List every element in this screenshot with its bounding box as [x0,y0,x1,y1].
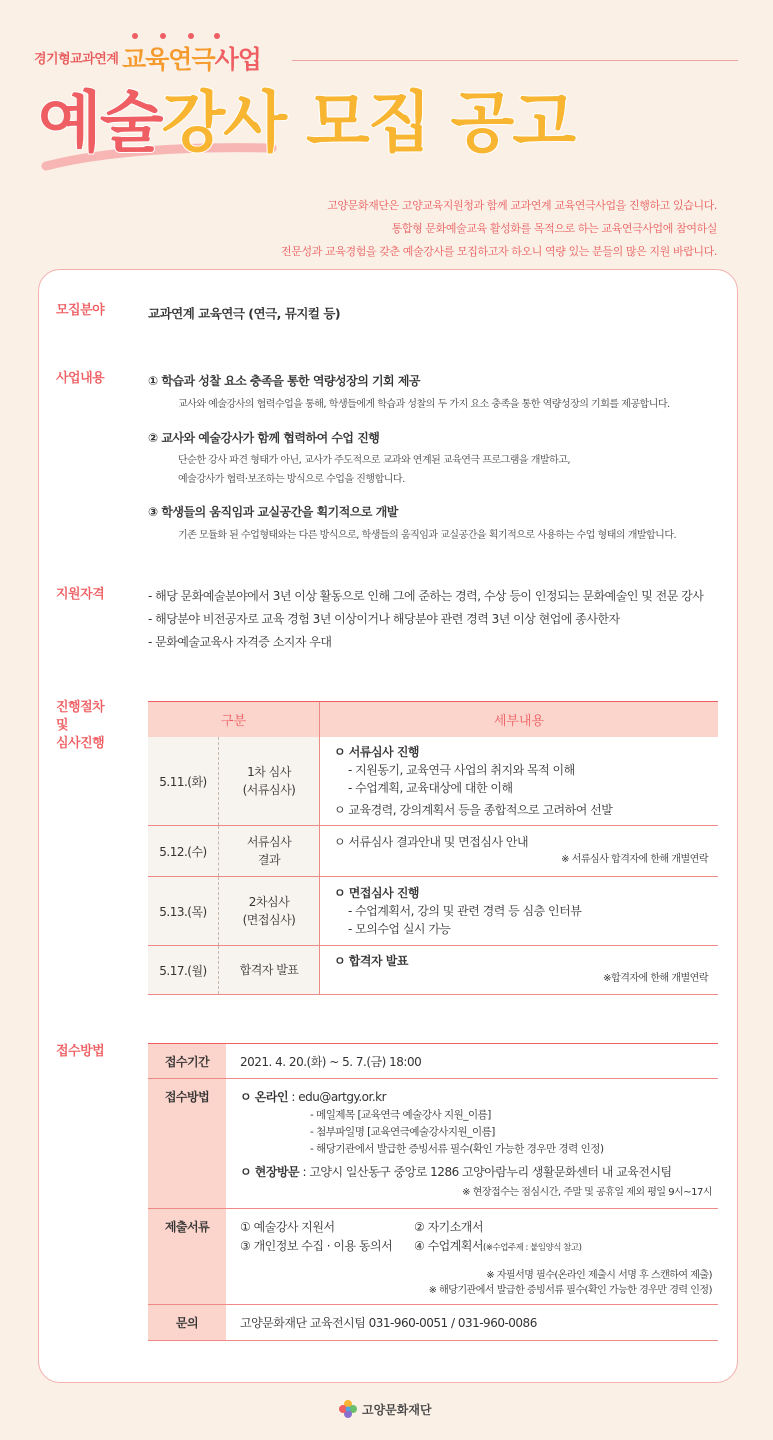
table-row [148,1305,718,1341]
process-detail-line: ㅇ 서류심사 결과안내 및 면접심사 안내 [334,835,529,849]
business-item-desc: 예술강사가 협력·보조하는 방식으로 수업을 진행합니다. [178,474,405,485]
recruit-field-value: 교과연계 교육연극 (연극, 뮤지컬 등) [148,306,341,321]
section-label-business: 사업내용 [56,371,105,386]
apply-online [240,1088,712,1107]
process-stage-line: 1차 심사 [247,765,291,779]
document-item: ② 자기소개서 [414,1220,484,1234]
business-item-title: ③ 학생들의 움직임과 교실공간을 획기적으로 개발 [148,505,398,519]
process-label-line: 심사진행 [56,736,105,751]
process-label-line: 및 [56,718,69,733]
section-label-qualification: 지원자격 [56,587,105,602]
apply-visit [240,1163,712,1182]
process-stage-line: 2차심사 [248,895,290,909]
intro-line: 전문성과 교육경험을 갖춘 예술강사를 모집하고자 하오니 역량 있는 분들의 많은 지원 바랍니다. [281,245,717,258]
process-date: 5.13.(목) [148,877,219,946]
document-item-note: (※수업주제 : 붙임양식 참고) [483,1243,582,1253]
apply-online-sub: - 첨부파일명 [교육연극예술강사지원_이름] [310,1126,495,1138]
process-stage-line: 서류심사 [246,835,292,849]
page-title [38,84,575,161]
section-label-recruit-field: 모집분야 [56,303,105,318]
apply-online-label: ㅇ 온라인 [240,1090,289,1104]
document-item: ④ 수업계획서 [414,1239,484,1253]
apply-documents-row [240,1237,712,1258]
table-row [148,737,718,826]
qualification-item: - 문화예술교육사 자격증 소지자 우대 [148,635,332,649]
title-part2: 강사 [161,84,286,161]
header-subtitle-highlight: 교육연극 [122,45,215,74]
business-item-title: ② 교사와 예술강사가 함께 협력하여 수업 진행 [148,431,380,445]
process-date: 5.17.(월) [148,946,219,995]
process-stage-line: (면접심사) [242,913,296,927]
header-small-label: 경기형교과연계 [34,52,119,67]
process-detail-line: - 지원동기, 교육연극 사업의 취지와 목적 이해 [348,763,575,777]
table-row [148,1044,718,1079]
documents-note: ※ 해당기관에서 발급한 증빙서류 필수(확인 가능한 경우만 경력 인정) [428,1285,712,1296]
process-details [320,737,719,826]
process-header-details: 세부내용 [320,702,719,738]
process-note: ※ 서류심사 합격자에 한해 개별연락 [561,854,708,865]
table-row [148,826,718,877]
apply-documents-value [226,1209,718,1305]
process-detail-line: ㅇ 합격자 발표 [334,954,408,968]
apply-period-value: 2021. 4. 20.(화) ~ 5. 7.(금) 18:00 [226,1044,718,1079]
apply-visit-address: : 고양시 일산동구 중앙로 1286 고양아람누리 생활문화센터 내 교육전시팀 [299,1165,672,1179]
process-details [320,877,719,946]
process-detail-line: ㅇ 면접심사 진행 [334,886,420,900]
process-stage-line: 합격자 발표 [239,963,299,977]
header-subtitle-rest: 사업 [214,45,261,74]
apply-contact-value: 고양문화재단 교육전시팀 031-960-0051 / 031-960-0086 [226,1305,718,1341]
process-table-wrap [148,701,718,995]
apply-table-wrap [148,1043,718,1341]
apply-online-sub: - 메일제목 [교육연극 예술강사 지원_이름] [310,1109,491,1121]
business-item-desc: 기존 모듈화 된 수업형태와는 다른 방식으로, 학생들의 움직임과 교실공간을 획기적으로 사용하는 수업 형태의 개발합니다. [178,530,677,541]
process-table [148,701,718,995]
intro-line: 고양문화재단은 고양교육지원청과 함께 교과연계 교육연극사업을 진행하고 있습니다. [327,199,717,212]
process-detail-line: - 수업계획서, 강의 및 관련 경력 등 심층 인터뷰 [348,904,582,918]
apply-online-email: : edu@artgy.or.kr [288,1090,387,1104]
apply-visit-label: ㅇ 현장방문 [240,1165,300,1179]
document-item: ① 예술강사 지원서 [240,1220,335,1234]
apply-documents-row [240,1218,712,1237]
document-item: ③ 개인정보 수집 · 이용 동의서 [240,1239,393,1253]
business-item-desc: 교사와 예술강사의 협력수업을 통해, 학생들에게 학습과 성찰의 두 가지 요소 충족을 통한 역량성장의 기회를 제공합니다. [178,399,670,410]
footer-org-name: 고양문화재단 [362,1403,432,1417]
process-detail-line: ㅇ 교육경력, 강의계획서 등을 종합적으로 고려하여 선발 [334,803,613,817]
title-part3: 모집 공고 [306,84,575,161]
process-date: 5.12.(수) [148,826,219,877]
intro-line: 통합형 문화예술교육 활성화를 목적으로 하는 교육연극사업에 참여하실 [391,222,717,235]
process-stage [219,737,320,826]
qualification-item: - 해당 문화예술분야에서 3년 이상 활동으로 인해 그에 준하는 경력, 수상 등이 인정되는 문화예술인 및 전문 강사 [148,589,704,603]
business-item-title: ① 학습과 성찰 요소 충족을 통한 역량성장의 기회 제공 [148,374,421,388]
documents-note: ※ 자필서명 필수(온라인 제출시 서명 후 스캔하여 제출) [486,1270,712,1281]
apply-table [148,1043,718,1341]
process-detail-line: - 모의수업 실시 가능 [348,922,451,936]
process-note: ※합격자에 한해 개별연락 [603,973,708,984]
process-stage-line: (서류심사) [242,783,296,797]
process-details [320,946,719,995]
flower-logo-icon [338,1399,358,1419]
title-part1: 예술 [38,84,162,161]
process-header-category: 구분 [148,702,320,738]
apply-period-head: 접수기간 [148,1044,226,1079]
intro-text [281,194,717,263]
process-stage [219,826,320,877]
process-date: 5.11.(화) [148,737,219,826]
qualification-item: - 해당분야 비전공자로 교육 경험 3년 이상이거나 해당분야 관련 경력 3년 이상 현업에 종사한자 [148,612,620,626]
apply-documents-head: 제출서류 [148,1209,226,1305]
header-divider [292,60,738,61]
process-table-header [148,702,718,738]
process-stage [219,877,320,946]
table-row [148,946,718,995]
header-subtitle [122,40,261,76]
process-detail-line: ㅇ 서류심사 진행 [334,745,420,759]
table-row [148,1209,718,1305]
section-label-process [56,699,104,753]
table-row [148,1079,718,1209]
apply-online-sub: - 해당기관에서 발급한 증빙서류 필수(확인 가능한 경우만 경력 인정) [310,1143,604,1155]
process-stage [219,946,320,995]
business-item-desc: 단순한 강사 파견 형태가 아닌, 교사가 주도적으로 교과와 연계된 교육연극 프로그램을 개발하고, [178,455,571,466]
apply-method-value [226,1079,718,1209]
process-stage-line: 결과 [257,853,281,867]
apply-method-head: 접수방법 [148,1079,226,1209]
table-row [148,877,718,946]
process-details [320,826,719,877]
apply-visit-note: ※ 현장접수는 점심시간, 주말 및 공휴일 제외 평일 9시~17시 [462,1187,712,1198]
apply-contact-head: 문의 [148,1305,226,1341]
process-label-line: 진행절차 [56,700,105,715]
process-detail-line: - 수업계획, 교육대상에 대한 이해 [348,781,513,795]
section-label-apply: 접수방법 [56,1044,105,1059]
